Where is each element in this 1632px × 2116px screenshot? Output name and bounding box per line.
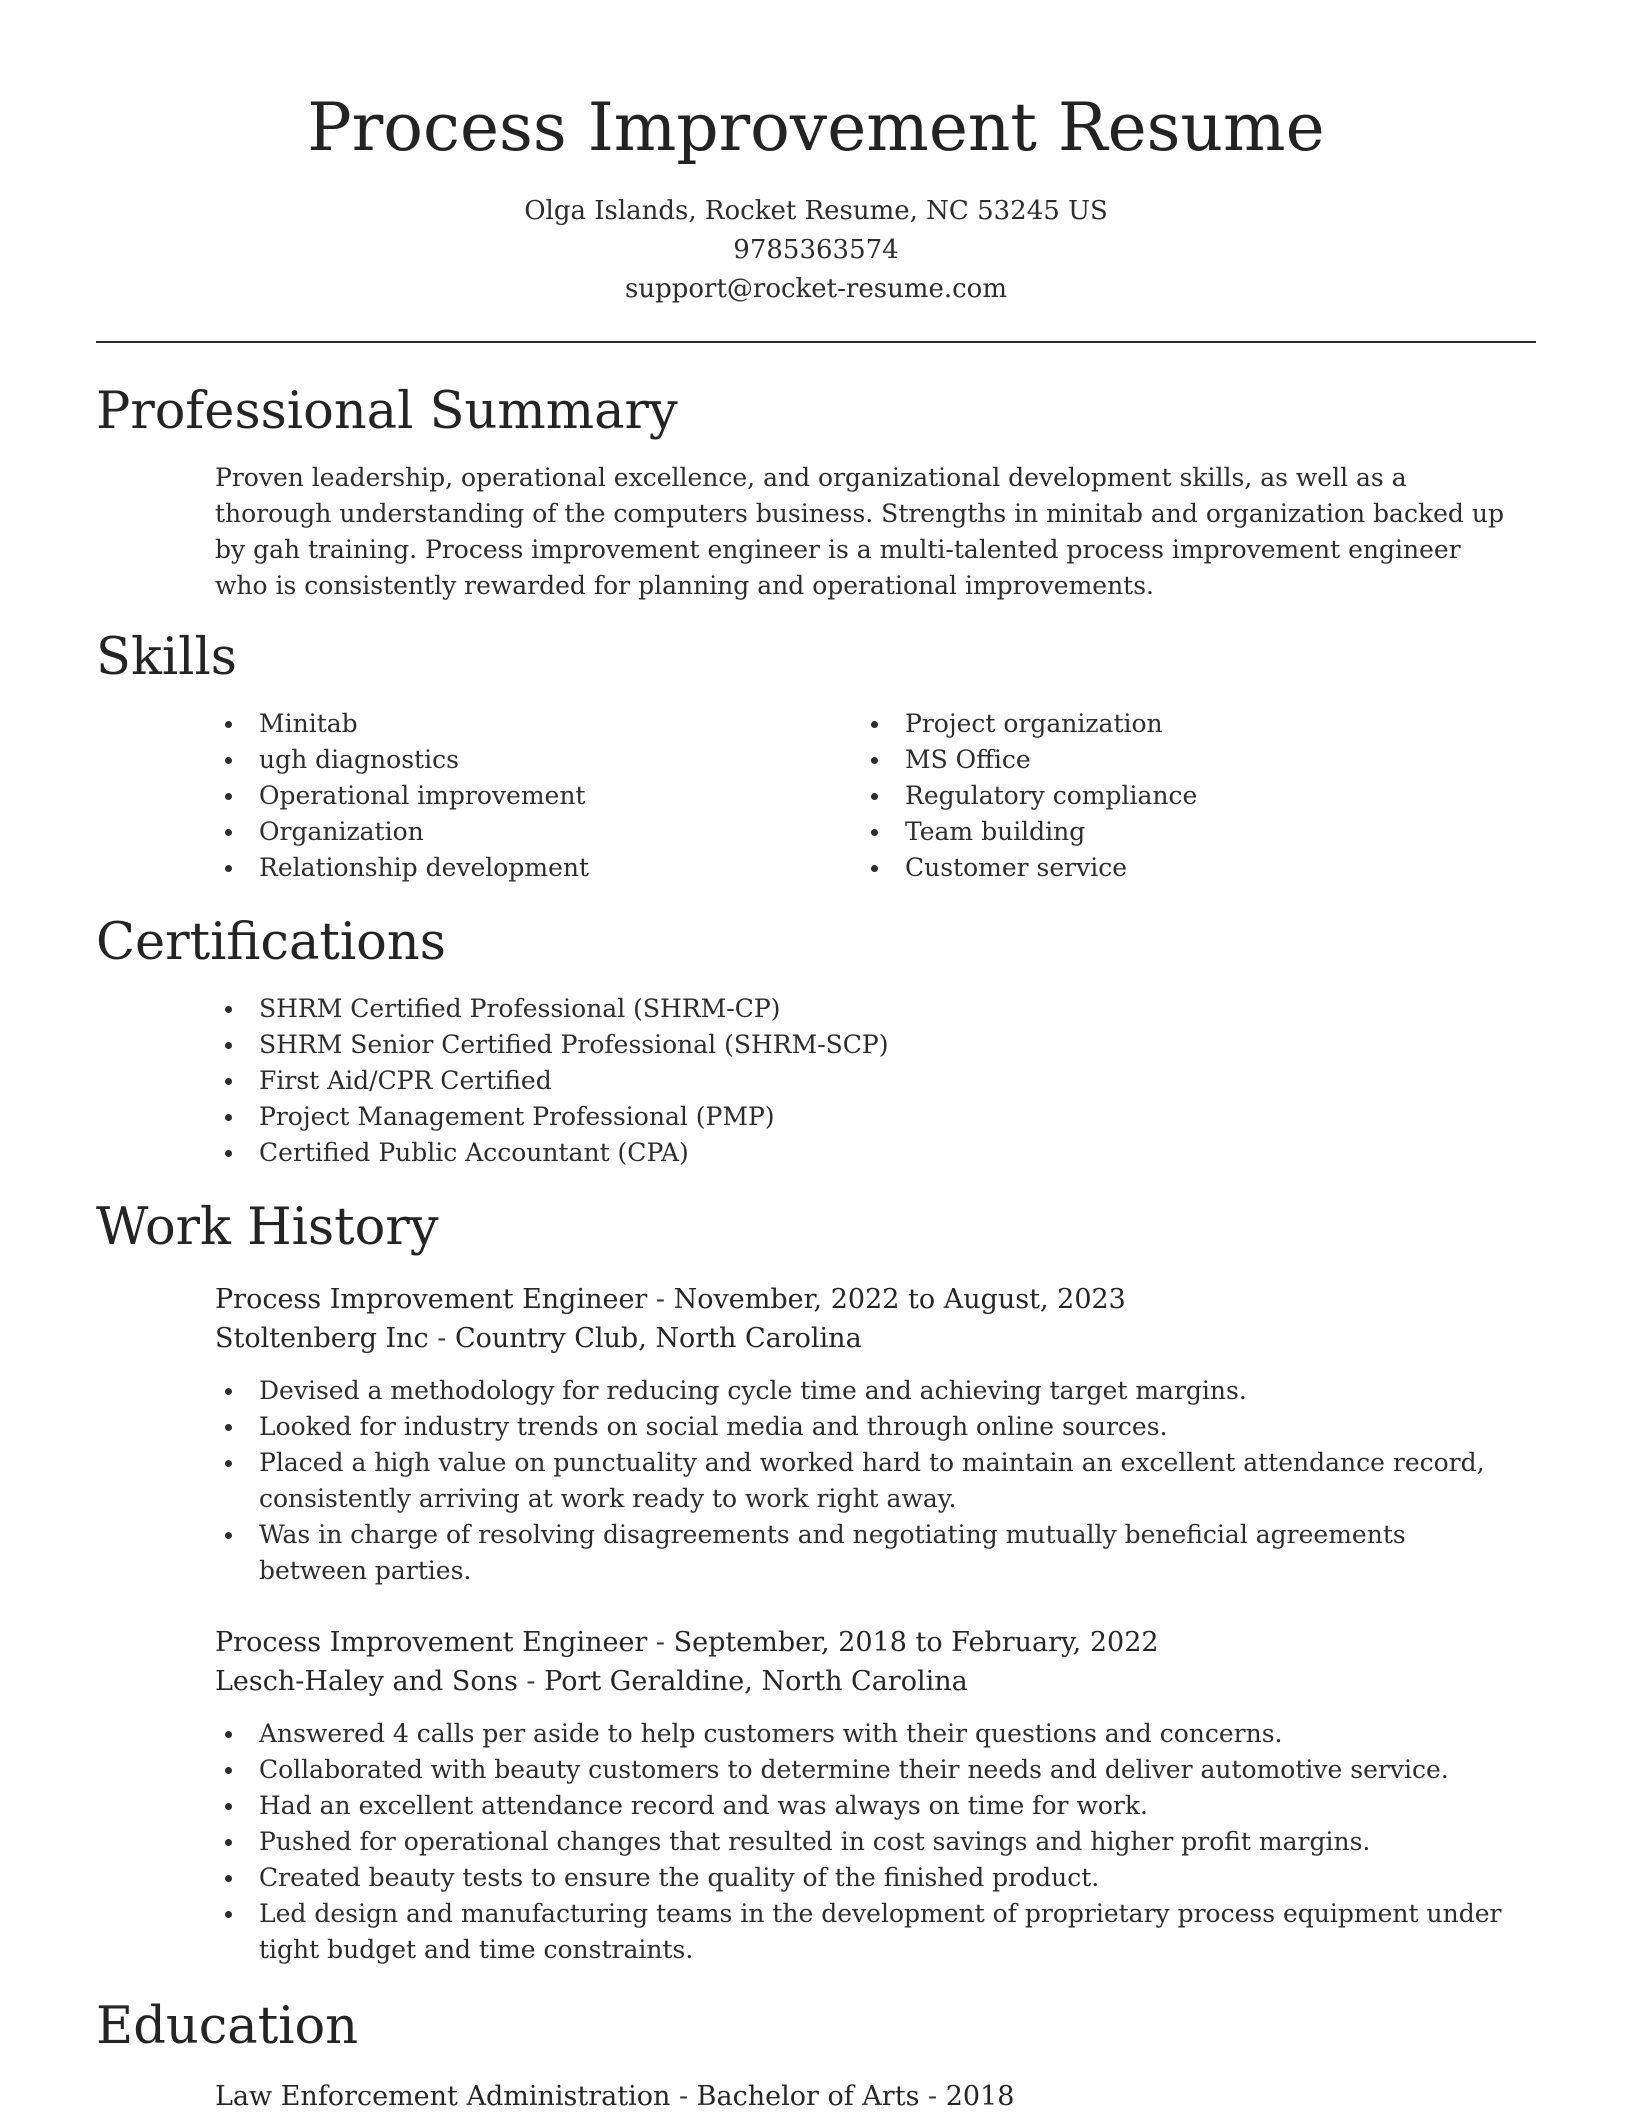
list-item: First Aid/CPR Certified (215, 1063, 1515, 1099)
education-year: 2018 (945, 2081, 1015, 2112)
list-item: Placed a high value on punctuality and worked hard to maintain an excellent attendance record, consistently arriving at work ready to work right away. (215, 1445, 1515, 1517)
list-item: Had an excellent attendance record and was always on time for work. (215, 1788, 1515, 1824)
resume-header (96, 84, 1536, 309)
list-item: Was in charge of resolving disagreements and negotiating mutually beneficial agreements between parties. (215, 1517, 1515, 1589)
list-item: Created beauty tests to ensure the quality of the finished product. (215, 1860, 1515, 1896)
list-item: Answered 4 calls per aside to help customers with their questions and concerns. (215, 1716, 1515, 1752)
separator: - (517, 1666, 545, 1697)
job-company-line (215, 1662, 1515, 1701)
list-item: MS Office (861, 742, 1461, 778)
contact-info (96, 192, 1536, 309)
job-dates: November, 2022 to August, 2023 (673, 1284, 1126, 1315)
job-title-line (215, 1623, 1515, 1662)
page-title: Process Improvement Resume (307, 89, 1325, 166)
job-company: Lesch-Haley and Sons (215, 1666, 518, 1697)
separator: - (647, 1627, 674, 1658)
list-item: Customer service (861, 850, 1461, 886)
list-item: SHRM Senior Certified Professional (SHRM-SCP) (215, 1027, 1515, 1063)
contact-address: Olga Islands, Rocket Resume, NC 53245 US (524, 196, 1108, 226)
list-item: Minitab (215, 706, 815, 742)
list-item: Looked for industry trends on social media and through online sources. (215, 1409, 1515, 1445)
work-history-heading: Work History (96, 1198, 439, 1257)
job-bullets (215, 1716, 1515, 1968)
summary-heading: Professional Summary (96, 382, 678, 441)
list-item: Operational improvement (215, 778, 815, 814)
separator: - (919, 2081, 946, 2112)
list-item: Collaborated with beauty customers to determine their needs and deliver automotive service. (215, 1752, 1515, 1788)
list-item: Relationship development (215, 850, 815, 886)
list-item: Project Management Professional (PMP) (215, 1099, 1515, 1135)
list-item: Certified Public Accountant (CPA) (215, 1135, 1515, 1171)
list-item: Pushed for operational changes that resulted in cost savings and higher profit margins. (215, 1824, 1515, 1860)
education-entry (215, 2077, 1515, 2116)
job-company: Stoltenberg Inc (215, 1323, 429, 1354)
list-item: Organization (215, 814, 815, 850)
list-item: ugh diagnostics (215, 742, 815, 778)
job-title: Process Improvement Engineer (215, 1627, 648, 1658)
job-location: Port Geraldine, North Carolina (544, 1666, 968, 1697)
list-item: Team building (861, 814, 1461, 850)
education-heading: Education (96, 1997, 359, 2056)
skills-list-right (861, 706, 1461, 886)
job-title-line (215, 1280, 1515, 1319)
education-degree: Bachelor of Arts (696, 2081, 920, 2112)
list-item: Project organization (861, 706, 1461, 742)
certifications-list (215, 991, 1515, 1171)
list-item: Led design and manufacturing teams in the development of proprietary process equipment under tight budget and time constraints. (215, 1896, 1515, 1968)
skills-list-left (215, 706, 815, 886)
job-location: Country Club, North Carolina (454, 1323, 862, 1354)
list-item: Regulatory compliance (861, 778, 1461, 814)
list-item: Devised a methodology for reducing cycle time and achieving target margins. (215, 1373, 1515, 1409)
job-entry (215, 1280, 1515, 1589)
contact-email: support@rocket-resume.com (624, 274, 1007, 304)
job-title: Process Improvement Engineer (215, 1284, 648, 1315)
job-entry (215, 1623, 1515, 1968)
job-dates: September, 2018 to February, 2022 (673, 1627, 1159, 1658)
job-bullets (215, 1373, 1515, 1589)
separator: - (647, 1284, 674, 1315)
job-company-line (215, 1319, 1515, 1358)
education-field: Law Enforcement Administration (215, 2081, 671, 2112)
contact-phone: 9785363574 (733, 235, 899, 265)
separator: - (670, 2081, 697, 2112)
header-divider (96, 341, 1536, 343)
skills-heading: Skills (96, 628, 237, 687)
separator: - (428, 1323, 455, 1354)
summary-text: Proven leadership, operational excellence, and organizational development skills, as well as a thorough understanding of the computers business. Strengths in minitab and organization backed up by gah training. Process improvement engineer is a multi-talented process improvement engineer who is consistently rewarded for planning and operational improvements. (215, 463, 1504, 600)
certifications-heading: Certifications (96, 913, 446, 972)
list-item: SHRM Certified Professional (SHRM-CP) (215, 991, 1515, 1027)
